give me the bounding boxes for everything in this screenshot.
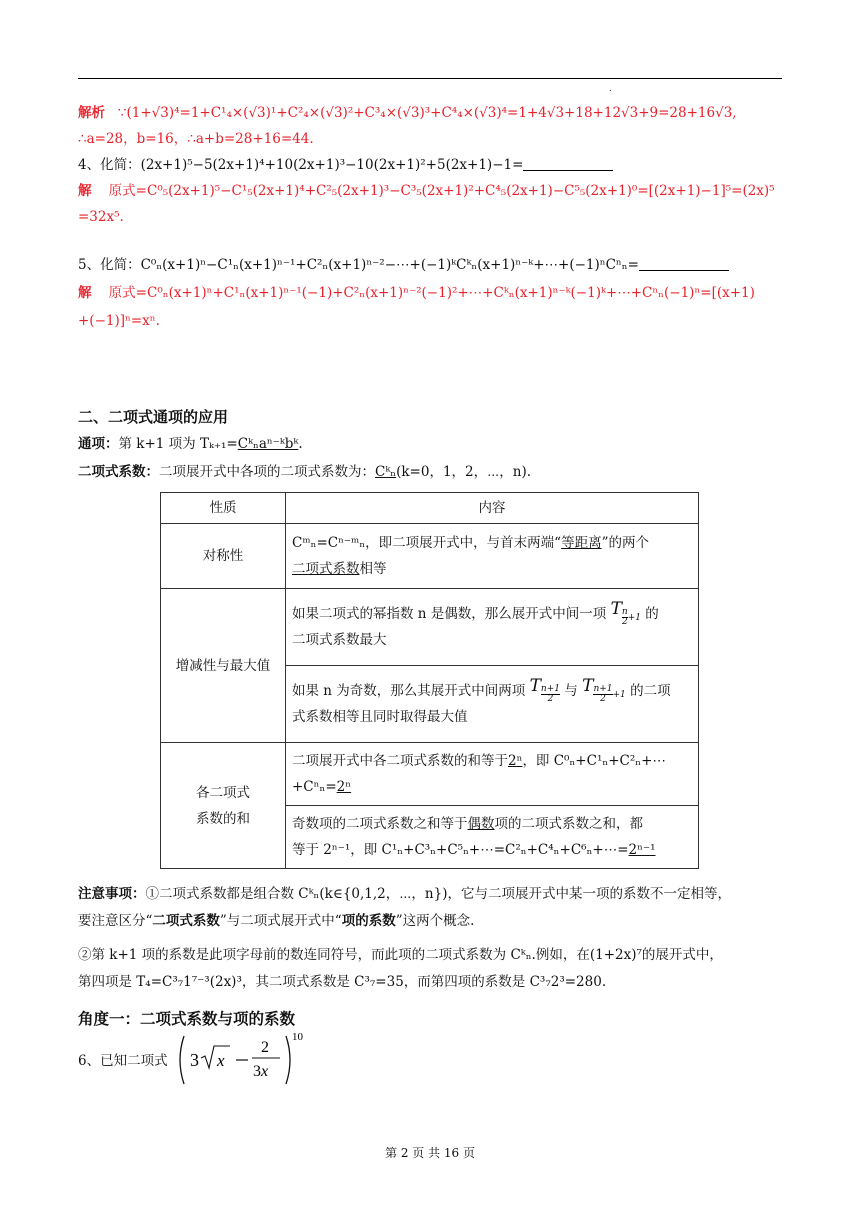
angle-title: 角度一：二项式系数与项的系数 — [78, 1010, 296, 1028]
middle-term-symbol: T $\frac{n+1}{2}$ $_{+1}$ — [582, 676, 626, 704]
note2-line1: ②第 k+1 项的系数是此项字母前的数连同符号，而此项的二项式系数为 Cᵏₙ.例如，在(1+2x)⁷的展开式中， — [78, 947, 723, 963]
problem4-solution-line2: =32x⁵. — [78, 209, 124, 225]
note1-line1 — [78, 884, 788, 904]
general-term-formula: Cᵏₙaⁿ⁻ᵏbᵏ — [237, 436, 299, 452]
text: 奇数项的二项式系数之和等于 — [292, 816, 468, 832]
sum-label — [161, 743, 286, 869]
coef-label: 二项式系数： — [78, 464, 159, 480]
text: +Cⁿₙ= — [292, 779, 337, 795]
right-paren — [286, 1036, 290, 1084]
problem5-solution-line1 — [78, 283, 788, 303]
problem4-question — [78, 155, 788, 175]
text: ”这两个概念. — [395, 913, 475, 929]
text: ”与二项式展开式中“ — [219, 913, 342, 929]
text: Cᵐₙ=Cⁿ⁻ᵐₙ，即二项展开式中，与首末两端“ — [292, 535, 562, 551]
text: 等于 2ⁿ⁻¹，即 C¹ₙ+C³ₙ+C⁵ₙ+⋯=C²ₙ+C⁴ₙ+C⁶ₙ+⋯= — [292, 842, 629, 858]
bold-text: 项的系数 — [341, 913, 396, 929]
text: ，即 C⁰ₙ+C¹ₙ+C²ₙ+⋯ — [522, 753, 666, 769]
text: 相等 — [359, 561, 387, 577]
solution-label: 解析 — [78, 105, 105, 121]
header-dot: . — [609, 84, 612, 93]
monotonic-label: 增减性与最大值 — [161, 589, 286, 743]
solution-text: ∵(1+√3)⁴=1+C¹₄×(√3)¹+C²₄×(√3)²+C³₄×(√3)³+C⁴₄×(√3)⁴=1+4√3+18+12√3+9=28+16√3, — [117, 105, 737, 121]
text: 如果 n 为奇数，那么其展开式中间两项 — [292, 683, 526, 699]
answer-blank[interactable] — [639, 256, 729, 271]
middle-term-symbol: T $\frac{n+1}{2}$ — [529, 676, 560, 704]
numerator: 2 — [261, 1039, 269, 1056]
solution-label: 解 — [78, 183, 92, 199]
general-term-line — [78, 434, 788, 454]
header-content: 内容 — [286, 493, 699, 524]
underlined-text: 二项式系数 — [292, 561, 360, 577]
left-paren — [180, 1036, 184, 1084]
answer-blank[interactable] — [523, 156, 613, 171]
notes-label: 注意事项： — [78, 886, 146, 902]
table-row — [161, 524, 699, 589]
sum-content-1 — [286, 743, 699, 806]
problem5-question — [78, 255, 788, 275]
underlined-text: 2ⁿ — [508, 753, 523, 769]
symmetry-content — [286, 524, 699, 589]
note1-line2 — [78, 911, 788, 931]
header-rule — [78, 78, 782, 79]
var-x: x — [217, 1051, 225, 1070]
text: 二项式系数最大 — [292, 632, 387, 648]
coef-text: 二项展开式中各项的二项式系数为： — [159, 464, 375, 480]
properties-table — [160, 492, 699, 869]
section-title: 二、二项式通项的应用 — [78, 408, 229, 426]
text: 与 — [564, 683, 578, 699]
page-footer: 第 2 页 共 16 页 — [385, 1146, 475, 1160]
underlined-text: 等距离 — [561, 535, 602, 551]
underlined-text: 2ⁿ — [336, 779, 352, 795]
odd-case-content — [286, 666, 699, 743]
middle-term-symbol: T $\frac{n}{2}$ $_{+1}$ — [610, 599, 641, 627]
note2-line2: 第四项是 T₄=C³₇1⁷⁻³(2x)³，其二项式系数是 C³₇=35，而第四项的系数是 C³₇2³=280. — [78, 974, 607, 990]
text: 要注意区分“ — [78, 913, 153, 929]
general-term-label: 通项： — [78, 436, 119, 452]
even-case-content — [286, 589, 699, 666]
solution-text: 原式=C⁰ₙ(x+1)ⁿ+C¹ₙ(x+1)ⁿ⁻¹(−1)+C²ₙ(x+1)ⁿ⁻²(−1)²+⋯+Cᵏₙ(x+1)ⁿ⁻ᵏ(−1)ᵏ+⋯+Cⁿₙ(−1)ⁿ=[(x+1) — [108, 285, 755, 301]
sqrt-sign — [201, 1046, 230, 1068]
symmetry-label: 对称性 — [161, 524, 286, 589]
table-header-row — [161, 493, 699, 524]
underlined-text: 偶数 — [467, 816, 495, 832]
binomial-expression — [174, 1028, 364, 1088]
solution-label: 解 — [78, 285, 92, 301]
text: 二项展开式中各二项式系数的和等于 — [292, 753, 508, 769]
text: ①二项式系数都是组合数 Cᵏₙ(k∈{0,1,2，⋯，n})，它与二项展开式中某一项的系数不一定相等， — [145, 886, 731, 902]
text: 系数的和 — [196, 810, 250, 827]
general-term-text: 第 k+1 项为 Tₖ₊₁= — [118, 436, 238, 452]
coef-end: (k=0，1，2，⋯，n). — [396, 464, 532, 480]
sum-content-2 — [286, 806, 699, 869]
coef-three: 3 — [190, 1050, 199, 1070]
bold-text: 二项式系数 — [152, 913, 220, 929]
text: 式系数相等且同时取得最大值 — [292, 709, 468, 725]
table-row — [161, 743, 699, 806]
exponent: 10 — [292, 1031, 303, 1043]
problem6-text: 6、已知二项式 — [78, 1053, 168, 1069]
text: 项的二项式系数之和，都 — [494, 816, 643, 832]
problem4-solution-line1 — [78, 181, 788, 201]
problem5-text: 5、化简：C⁰ₙ(x+1)ⁿ−C¹ₙ(x+1)ⁿ⁻¹+C²ₙ(x+1)ⁿ⁻²−⋯+(−1)ᵏCᵏₙ(x+1)ⁿ⁻ᵏ+⋯+(−1)ⁿCⁿₙ= — [78, 257, 639, 273]
text: 的 — [645, 606, 659, 622]
binomial-coefficient-line — [78, 462, 788, 482]
text: 如果二项式的幂指数 n 是偶数，那么展开式中间一项 — [292, 606, 607, 622]
table-row — [161, 589, 699, 666]
general-term-end: . — [298, 436, 303, 452]
coef-formula: Cᵏₙ — [375, 464, 397, 480]
text: ”的两个 — [601, 535, 649, 551]
problem5-solution-line2: +(−1)]ⁿ=xⁿ. — [78, 313, 160, 329]
underlined-text: 2ⁿ⁻¹ — [628, 842, 656, 858]
text: 各二项式 — [196, 784, 250, 801]
text: 的二项 — [630, 683, 671, 699]
problem4-text: 4、化简：(2x+1)⁵−5(2x+1)⁴+10(2x+1)³−10(2x+1)²+5(2x+1)−1= — [78, 157, 524, 173]
solution-text: 原式=C⁰₅(2x+1)⁵−C¹₅(2x+1)⁴+C²₅(2x+1)³−C³₅(2x+1)²+C⁴₅(2x+1)−C⁵₅(2x+1)⁰=[(2x+1)−1]⁵=(2x)⁵ — [108, 183, 775, 199]
example3-solution-line1 — [78, 103, 788, 123]
example3-solution-line2: ∴a=28，b=16，∴a+b=28+16=44. — [78, 131, 314, 147]
header-property: 性质 — [161, 493, 286, 524]
denominator: 3x — [253, 1063, 269, 1080]
